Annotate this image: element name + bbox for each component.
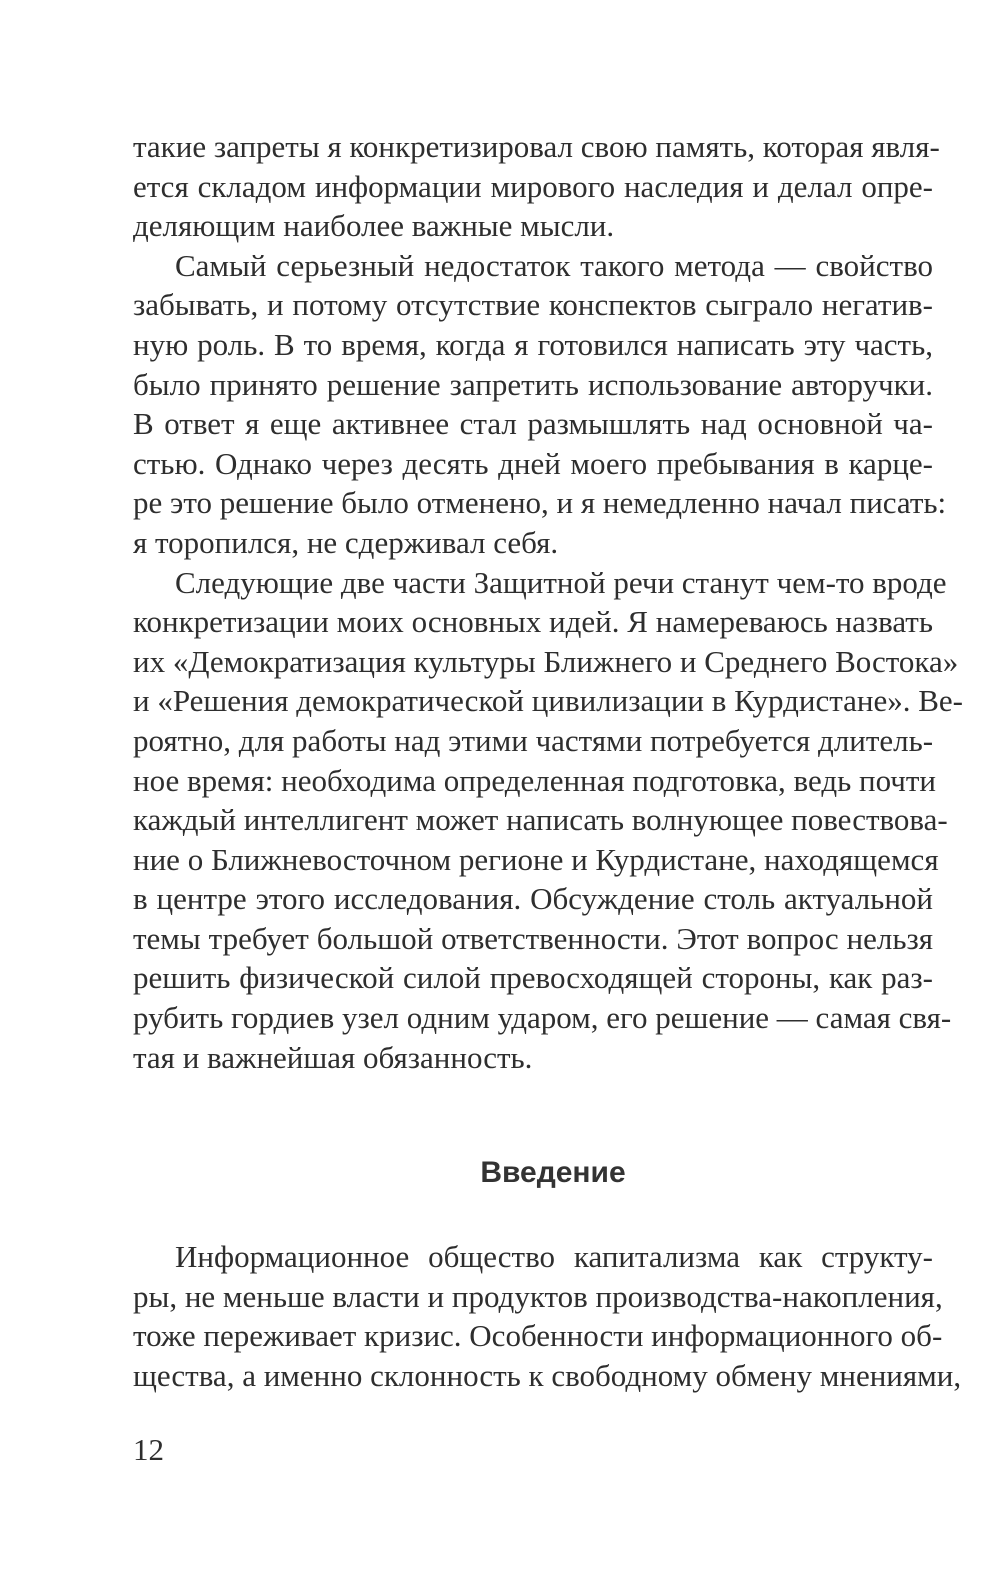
text-line: ное время: необходима определенная подготовка, ведь почти bbox=[133, 762, 937, 798]
text-line: ную роль. В то время, когда я готовился написать эту часть, bbox=[133, 326, 933, 362]
page-number: 12 bbox=[133, 1432, 164, 1467]
text-line: их «Демократизация культуры Ближнего и Среднего Востока» bbox=[133, 643, 959, 679]
text-line: каждый интеллигент может написать волнующее повествова- bbox=[133, 802, 948, 838]
body-text-bottom bbox=[133, 1237, 962, 1395]
text-line: роятно, для работы над этими частями потребуется длитель- bbox=[133, 722, 934, 758]
text-line: ется складом информации мирового наследия и делал опре- bbox=[133, 168, 933, 204]
text-line: Информационное общество капитализма как структу- bbox=[175, 1239, 933, 1274]
text-line: я торопился, не сдерживал себя. bbox=[133, 524, 559, 560]
text-line: в центре этого исследования. Обсуждение столь актуальной bbox=[133, 881, 933, 917]
body-text-top bbox=[133, 127, 963, 1077]
text-line: Следующие две части Защитной речи станут чем-то вроде bbox=[175, 564, 947, 600]
text-line: щества, а именно склонность к свободному обмену мнениями, bbox=[133, 1357, 962, 1393]
paragraph-4 bbox=[133, 1237, 962, 1395]
paragraph-1 bbox=[133, 127, 940, 246]
text-line: конкретизации моих основных идей. Я намереваюсь назвать bbox=[133, 604, 933, 640]
paragraph-3 bbox=[133, 563, 963, 1078]
text-line: темы требует большой ответственности. Этот вопрос нельзя bbox=[133, 920, 933, 956]
text-line: деляющим наиболее важные мысли. bbox=[133, 208, 615, 244]
text-line: рубить гордиев узел одним ударом, его решение — самая свя- bbox=[133, 1000, 952, 1036]
paragraph-2 bbox=[133, 246, 947, 563]
text-line: ре это решение было отменено, и я немедленно начал писать: bbox=[133, 485, 947, 521]
text-line: такие запреты я конкретизировал свою память, которая явля- bbox=[133, 129, 940, 164]
text-line: В ответ я еще активнее стал размышлять над основной ча- bbox=[133, 406, 933, 442]
text-line: Самый серьезный недостаток такого метода — свойство bbox=[175, 247, 933, 283]
text-line: и «Решения демократической цивилизации в Курдистане». Ве- bbox=[133, 683, 963, 719]
text-line: решить физической силой превосходящей стороны, как раз- bbox=[133, 960, 933, 996]
text-line: было принято решение запретить использование авторучки. bbox=[133, 366, 933, 402]
section-heading: Введение bbox=[480, 1156, 626, 1189]
text-line: тая и важнейшая обязанность. bbox=[133, 1039, 533, 1075]
text-line: тоже переживает кризис. Особенности информационного об- bbox=[133, 1318, 943, 1354]
text-line: забывать, и потому отсутствие конспектов сыграло негатив- bbox=[133, 287, 933, 323]
text-line: ры, не меньше власти и продуктов производства-накопления, bbox=[133, 1278, 943, 1314]
text-line: стью. Однако через десять дней моего пребывания в карце- bbox=[133, 445, 933, 481]
text-line: ние о Ближневосточном регионе и Курдистане, находящемся bbox=[133, 841, 939, 877]
